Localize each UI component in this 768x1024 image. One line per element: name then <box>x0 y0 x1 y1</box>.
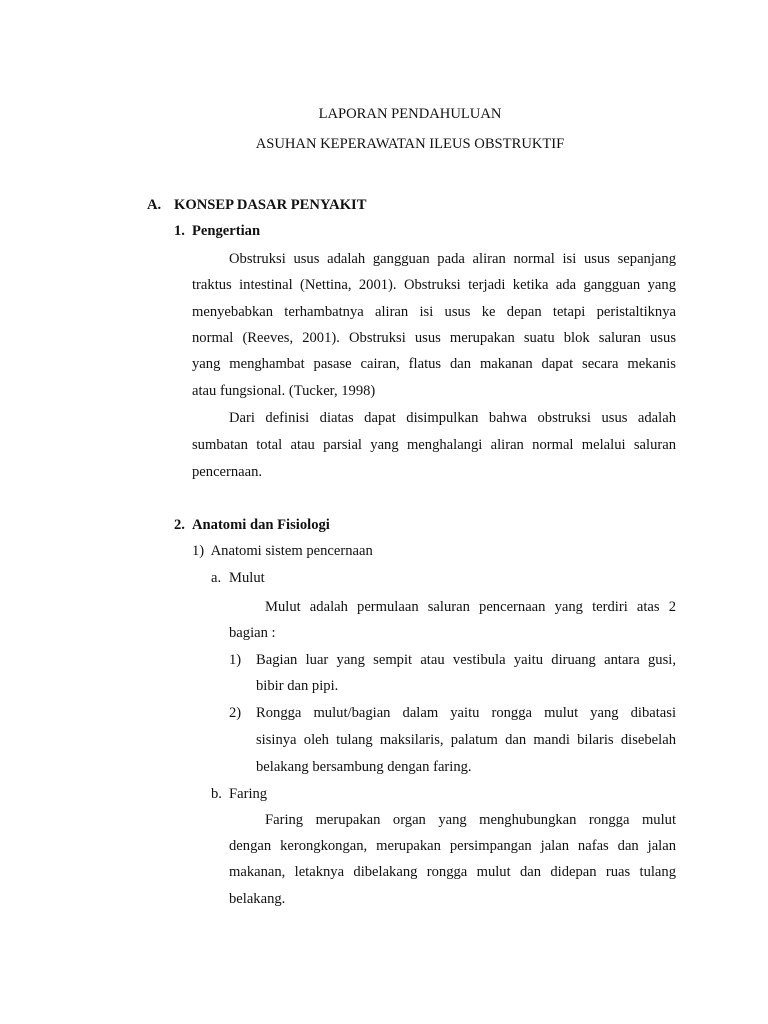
text-line: Dari definisi diatas dapat disimpulkan bahwa obstruksi usus adalah <box>229 410 676 426</box>
mulut-marker: a. <box>211 570 222 586</box>
text-line: makanan, letaknya dibelakang rongga mulut dan didepan ruas tulang <box>229 864 676 880</box>
section-a-heading: KONSEP DASAR PENYAKIT <box>174 197 367 213</box>
section-a-marker: A. <box>147 197 162 213</box>
anatomi-marker: 2. <box>174 517 185 533</box>
text-line: sumbatan total atau parsial yang menghalangi aliran normal melalui saluran <box>192 437 676 453</box>
list-marker: 1) <box>229 652 242 668</box>
document-subtitle: ASUHAN KEPERAWATAN ILEUS OBSTRUKTIF <box>255 136 565 152</box>
list-marker: 2) <box>229 705 242 721</box>
text-line: dengan kerongkongan, merupakan persimpangan jalan nafas dan jalan <box>229 838 676 854</box>
text-line: bagian : <box>229 625 276 641</box>
mulut-heading: Mulut <box>229 570 265 586</box>
text-line: yang menghambat pasase cairan, flatus dan makanan dapat secara mekanis <box>192 356 676 372</box>
text-line: bibir dan pipi. <box>256 678 339 694</box>
pengertian-heading: Pengertian <box>192 223 261 239</box>
text-line: menyebabkan terhambatnya aliran isi usus ke depan tetapi peristaltiknya <box>192 304 676 320</box>
text-line: belakang bersambung dengan faring. <box>256 759 472 775</box>
text-line: Rongga mulut/bagian dalam yaitu rongga mulut yang dibatasi <box>256 705 676 721</box>
faring-heading: Faring <box>229 786 268 802</box>
pengertian-marker: 1. <box>174 223 185 239</box>
text-line: traktus intestinal (Nettina, 2001). Obstruksi terjadi ketika ada gangguan yang <box>192 277 676 293</box>
document-title: LAPORAN PENDAHULUAN <box>318 106 502 122</box>
text-line: Obstruksi usus adalah gangguan pada aliran normal isi usus sepanjang <box>229 251 676 267</box>
text-line: Bagian luar yang sempit atau vestibula yaitu diruang antara gusi, <box>256 652 676 668</box>
text-line: Mulut adalah permulaan saluran pencernaan yang terdiri atas 2 <box>265 599 676 615</box>
faring-marker: b. <box>211 786 222 802</box>
text-line: atau fungsional. (Tucker, 1998) <box>192 383 376 399</box>
text-line: normal (Reeves, 2001). Obstruksi usus merupakan suatu blok saluran usus <box>192 330 676 346</box>
text-line: sisinya oleh tulang maksilaris, palatum dan mandi bilaris disebelah <box>256 732 676 748</box>
anatomi-heading: Anatomi dan Fisiologi <box>192 517 330 533</box>
text-line: belakang. <box>229 891 286 907</box>
anatomi-subheading: 1) Anatomi sistem pencernaan <box>192 543 373 559</box>
text-line: Faring merupakan organ yang menghubungkan rongga mulut <box>265 812 676 828</box>
text-line: pencernaan. <box>192 464 263 480</box>
